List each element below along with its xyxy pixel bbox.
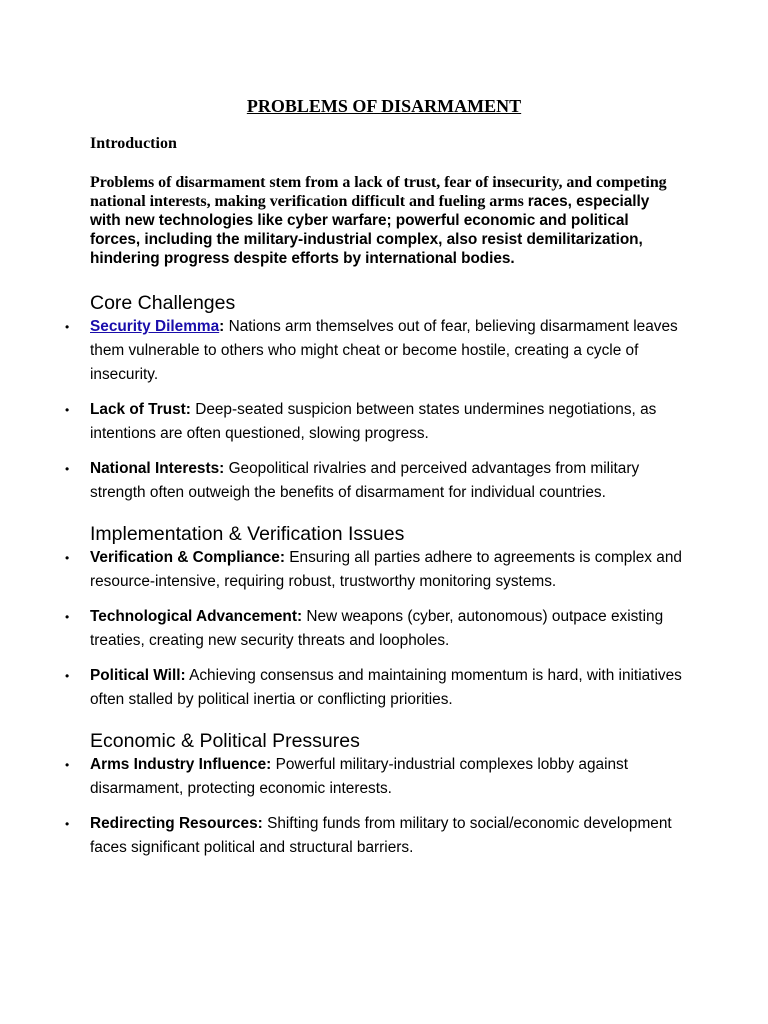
list-item-text: Nations arm themselves out of fear, believing disarmament leaves them vulnerable to others who might cheat or become hostile, creating a cycle of insecurity.: [90, 318, 678, 383]
bullet-icon: •: [65, 758, 70, 772]
list-item-redirecting-resources: [65, 812, 682, 860]
list-item-text: Achieving consensus and maintaining momentum is hard, with initiatives often stalled by political inertia or conflicting priorities.: [90, 667, 682, 708]
list-item-term: Political Will:: [90, 667, 186, 684]
bullet-icon: •: [65, 462, 70, 476]
list-item-technological-advancement: [65, 605, 682, 653]
list-item-text: New weapons (cyber, autonomous) outpace existing treaties, creating new security threats and loopholes.: [90, 608, 664, 649]
list-item-text: Shifting funds from military to social/economic development faces significant political and structural barriers.: [90, 815, 672, 856]
list-item-text: Deep-seated suspicion between states undermines negotiations, as intentions are often questioned, slowing progress.: [90, 401, 657, 442]
section-heading-implementation-verification: Implementation & Verification Issues: [90, 523, 405, 545]
list-item-text: Ensuring all parties adhere to agreements is complex and resource-intensive, requiring robust, trustworthy monitoring systems.: [90, 549, 682, 590]
section-heading-economic-political: Economic & Political Pressures: [90, 730, 360, 752]
bullet-icon: •: [65, 403, 70, 417]
list-item-lack-of-trust: [65, 398, 682, 446]
term-colon: :: [219, 318, 225, 335]
list-item-term: Arms Industry Influence:: [90, 756, 272, 773]
list-item-term: Verification & Compliance:: [90, 549, 285, 566]
list-item-political-will: [65, 664, 682, 712]
list-item-text: Geopolitical rivalries and perceived advantages from military strength often outweigh the benefits of disarmament for individual countries.: [90, 460, 640, 501]
section-heading-core-challenges: Core Challenges: [90, 292, 236, 314]
introduction-heading: Introduction: [90, 135, 177, 152]
core-challenges-list: [65, 315, 682, 505]
bullet-icon: •: [65, 320, 70, 334]
bullet-icon: •: [65, 610, 70, 624]
security-dilemma-link[interactable]: Security Dilemma: [90, 318, 220, 335]
list-item-term: Redirecting Resources:: [90, 815, 263, 832]
document-title: PROBLEMS OF DISARMAMENT: [246, 96, 522, 116]
list-item-text: Powerful military-industrial complexes lobby against disarmament, protecting economic interests.: [90, 756, 629, 797]
list-item-national-interests: [65, 457, 682, 505]
list-item-verification-compliance: [65, 546, 682, 594]
list-item-term: Technological Advancement:: [90, 608, 303, 625]
bullet-icon: •: [65, 669, 70, 683]
implementation-issues-list: [65, 546, 682, 712]
introduction-paragraph: [90, 173, 682, 268]
bullet-icon: •: [65, 817, 70, 831]
bullet-icon: •: [65, 551, 70, 565]
economic-pressures-list: [65, 753, 682, 860]
list-item-term: Lack of Trust:: [90, 401, 191, 418]
list-item-arms-industry: [65, 753, 682, 801]
document-page: [65, 95, 682, 860]
introduction-text-sans: races, especially with new technologies like cyber warfare; powerful economic and political forces, including the military-industrial complex, also resist demilitarization, hindering progress despite efforts by international bodies.: [90, 193, 650, 267]
list-item-term: National Interests:: [90, 460, 225, 477]
list-item-security-dilemma: [65, 315, 682, 387]
introduction-text-serif: Problems of disarmament stem from a lack of trust, fear of insecurity, and competing national interests, making verification difficult and fueling arms: [90, 174, 667, 210]
